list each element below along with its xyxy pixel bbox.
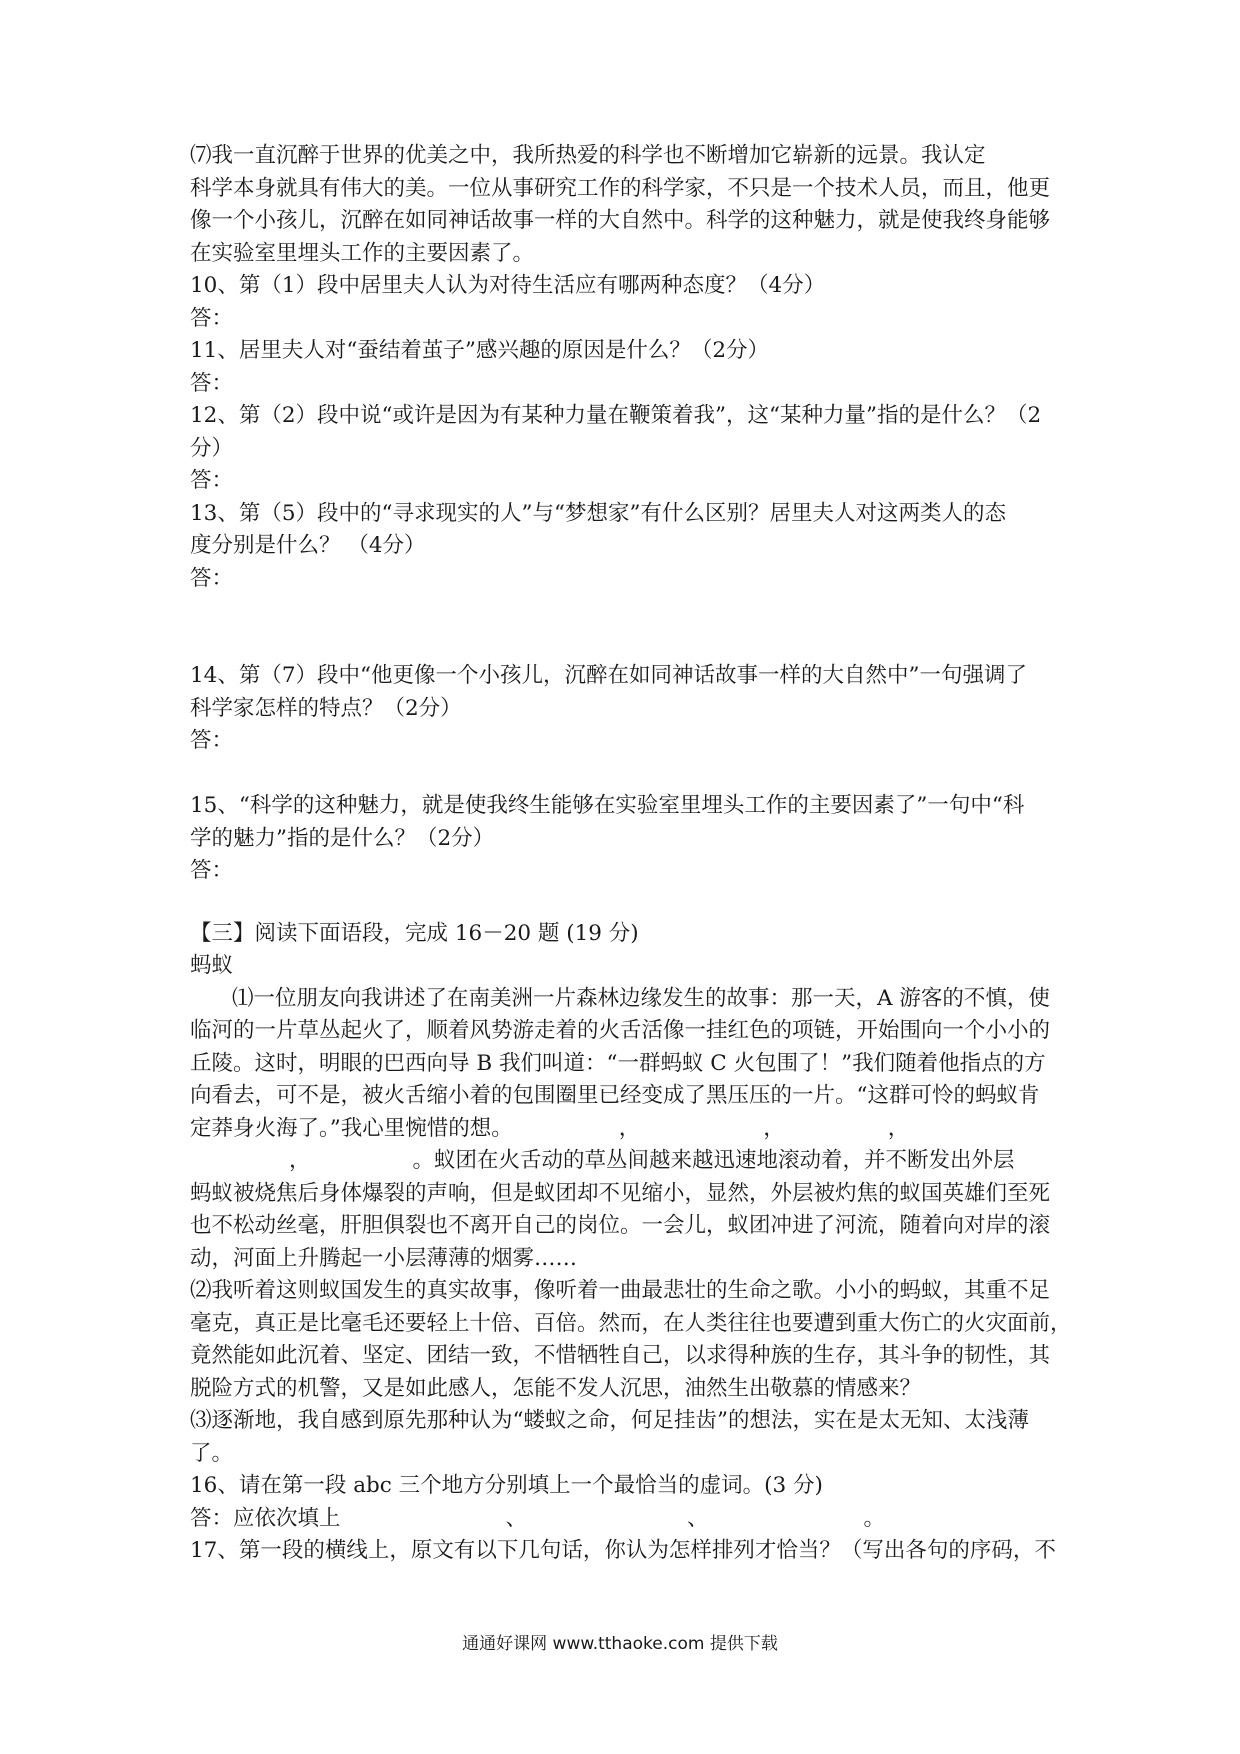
paragraph-3	[190, 1405, 1060, 1470]
answer-space	[190, 758, 1060, 791]
answer-label: 答：	[190, 858, 234, 883]
text-segment: 。蚁团在火舌动的草丛间越来越迅速地滚动着，并不断发出外层	[412, 1148, 1015, 1173]
question-16: 16、请在第一段 abc 三个地方分别填上一个最恰当的虚词。(3 分)	[190, 1473, 823, 1498]
question-15: 15、“科学的这种魅力，就是使我终生能够在实验室里埋头工作的主要因素了”一句中“科	[190, 793, 1025, 818]
comma: ，	[618, 1115, 641, 1141]
document-page	[190, 140, 1072, 1568]
answer-label: 答：	[190, 468, 234, 493]
text-line: 丘陵。这时，明眼的巴西向导 B 我们叫道：“一群蚂蚁 C 火包围了！”我们随着他指点的方	[190, 1050, 1046, 1076]
answer-label: 答：	[190, 565, 234, 591]
paragraph-7	[190, 140, 1060, 270]
separator: 、	[687, 1505, 709, 1531]
answer-label: 答：	[190, 370, 234, 396]
comma: ，	[289, 1148, 311, 1173]
comma: ，	[763, 1115, 785, 1141]
question-17: 17、第一段的横线上，原文有以下几句话，你认为怎样排列才恰当？（写出各句的序码，不	[190, 1538, 1056, 1563]
text-segment: 定莽身火海了。”我心里惋惜的想。	[190, 1115, 513, 1141]
text-line-with-blanks	[190, 1145, 1060, 1178]
text-line: ⑵我听着这则蚁国发生的真实故事，像听着一曲最悲壮的生命之歌。小小的蚂蚁，其重不足	[190, 1278, 1051, 1303]
text-line: 在实验室里埋头工作的主要因素了。	[190, 240, 535, 266]
comma: ，	[887, 1115, 910, 1141]
text-line: 竟然能如此沉着、坚定、团结一致，不惜牺牲自己，以求得种族的生存，其斗争的韧性，其	[190, 1343, 1051, 1368]
text-line: ⑶逐渐地，我自感到原先那种认为“蝼蚁之命，何足挂齿”的想法，实在是太无知、太浅薄	[190, 1408, 1029, 1433]
text-line: 脱险方式的机警，又是如此感人，怎能不发人沉思，油然生出敬慕的情感来？	[190, 1375, 922, 1401]
question-14: 14、第（7）段中“他更像一个小孩儿，沉醉在如同神话故事一样的大自然中”一句强调了	[190, 663, 1028, 688]
text-line-with-blanks	[190, 1113, 1060, 1146]
question-15-cont: 学的魅力”指的是什么？（2分）	[190, 825, 495, 851]
separator: 、	[505, 1505, 528, 1531]
text-line: 也不松动丝毫，肝胆俱裂也不离开自己的岗位。一会儿，蚁团冲进了河流，随着向对岸的滚	[190, 1213, 1051, 1238]
answer-space	[190, 888, 1060, 918]
question-11: 11、居里夫人对“蚕结着茧子”感兴趣的原因是什么？（2分）	[190, 338, 770, 363]
text-line: 了。	[190, 1440, 234, 1466]
answer-label: 答：	[190, 305, 234, 331]
question-14-cont: 科学家怎样的特点？（2分）	[190, 695, 462, 721]
text-line: ⑴一位朋友向我讲述了在南美洲一片森林边缘发生的故事：那一天，A 游客的不慎，使	[232, 985, 1050, 1011]
question-13-cont: 度分别是什么？ （4分）	[190, 533, 426, 558]
answer-line-with-blanks	[190, 1503, 1060, 1536]
passage-title: 蚂蚁	[190, 953, 234, 978]
question-13: 13、第（5）段中的“寻求现实的人”与“梦想家”有什么区别？居里夫人对这两类人的态	[190, 500, 1007, 526]
text-line: ⑺我一直沉醉于世界的优美之中，我所热爱的科学也不断增加它崭新的远景。我认定	[190, 143, 986, 168]
paragraph-2	[190, 1275, 1072, 1405]
text-line: 像一个小孩儿，沉醉在如同神话故事一样的大自然中。科学的这种魅力，就是使我终身能够	[190, 208, 1051, 233]
question-12: 12、第（2）段中说“或许是因为有某种力量在鞭策着我”，这“某种力量”指的是什么？（2	[190, 403, 1042, 428]
paragraph-1	[190, 983, 1060, 1276]
question-12-cont: 分）	[190, 435, 234, 461]
page-footer: 通通好课网 www.tthaoke.com 提供下载	[462, 1634, 778, 1654]
text-line: 毫克，真正是比毫毛还要轻上十倍、百倍。然而，在人类往往也要遭到重大伤亡的火灾面前，	[190, 1310, 1072, 1336]
answer-space	[190, 595, 1060, 660]
answer-label: 答：	[190, 728, 234, 753]
question-10: 10、第（1）段中居里夫人认为对待生活应有哪两种态度？（4分）	[190, 273, 826, 298]
answer-label: 答：应依次填上	[190, 1505, 341, 1531]
text-line: 动，河面上升腾起一小层薄薄的烟雾……	[190, 1245, 578, 1271]
text-line: 科学本身就具有伟大的美。一位从事研究工作的科学家，不只是一个技术人员，而且，他更	[190, 175, 1051, 201]
section-heading: 【三】阅读下面语段，完成 16－20 题 (19 分)	[190, 920, 639, 946]
text-line: 向看去，可不是，被火舌缩小着的包围圈里已经变成了黑压压的一片。“这群可怜的蚂蚁肯	[190, 1083, 1040, 1108]
text-line: 临河的一片草丛起火了，顺着风势游走着的火舌活像一挂红色的项链，开始围向一个小小的	[190, 1018, 1051, 1043]
text-line: 蚂蚁被烧焦后身体爆裂的声响，但是蚁团却不见缩小，显然，外层被灼焦的蚁国英雄们至死	[190, 1180, 1051, 1206]
period: 。	[863, 1505, 886, 1531]
